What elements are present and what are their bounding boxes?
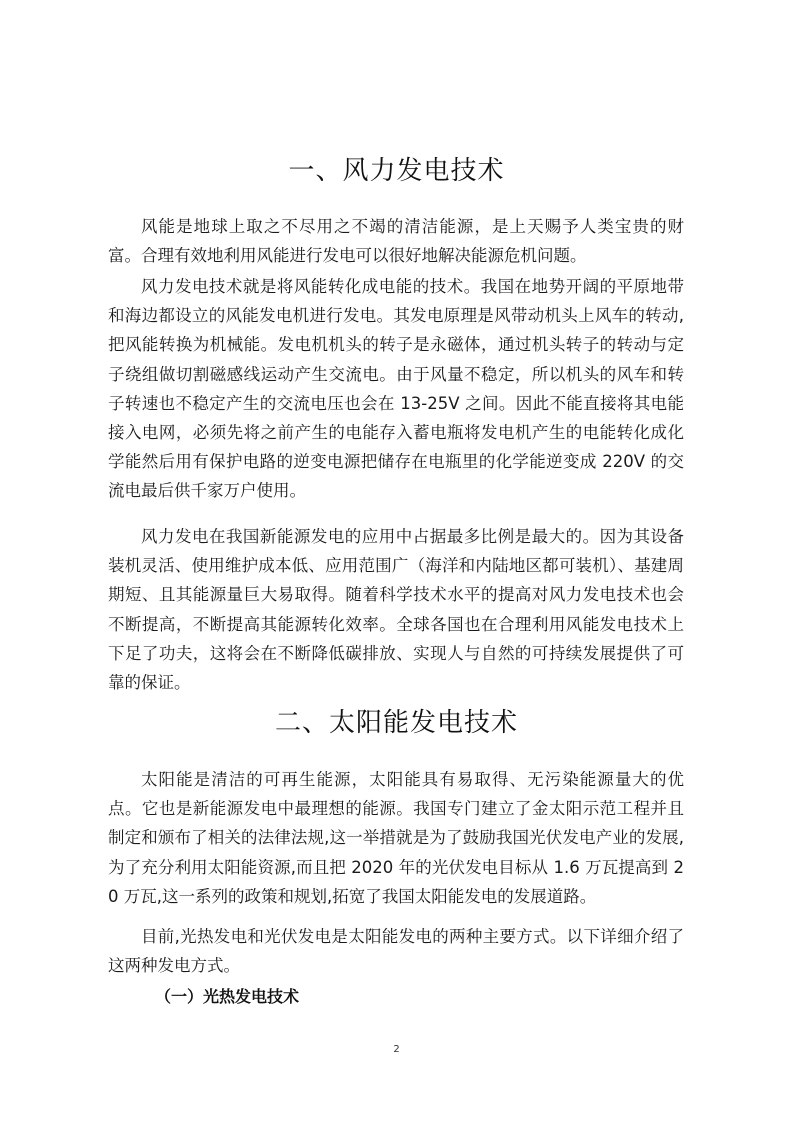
paragraph-solar-intro: 太阳能是清洁的可再生能源，太阳能具有易取得、无污染能源量大的优点。它也是新能源发电中最理想的能源。我国专门建立了金太阳示范工程并且制定和颁布了相关的法律法规,这一举措就是为了鼓励我国光伏发电产业的发展,为了充分利用太阳能资源,而且把 2020 年的光伏发电目标从 1.6 万瓦提高到 20 万瓦,这一系列的政策和规划,拓宽了我国太阳能发电的发展道路。 bbox=[108, 770, 684, 906]
paragraph-wind-advantages: 风力发电在我国新能源发电的应用中占据最多比例是最大的。因为其设备装机灵活、使用维护成本低、应用范围广（海洋和内陆地区都可装机）、基建周期短、且其能源量巨大易取得。随着科学技术水平的提高对风力发电技术也会不断提高，不断提高其能源转化效率。全球各国也在合理利用风能发电技术上下足了功夫，这将会在不断降低碳排放、实现人与自然的可持续发展提供了可靠的保证。 bbox=[108, 527, 684, 693]
paragraph-solar-methods: 目前,光热发电和光伏发电是太阳能发电的两种主要方式。以下详细介绍了这两种发电方式。 bbox=[108, 927, 684, 976]
page-number: 2 bbox=[393, 1044, 400, 1055]
section-heading-solar-power: 二、太阳能发电技术 bbox=[274, 708, 518, 738]
section-heading-wind-power: 一、风力发电技术 bbox=[288, 156, 505, 186]
paragraph-wind-technology: 风力发电技术就是将风能转化成电能的技术。我国在地势开阔的平原地带和海边都设立的风能发电机进行发电。其发电原理是风带动机头上风车的转动,把风能转换为机械能。发电机机头的转子是永磁体，通过机头转子的转动与定子绕组做切割磁感线运动产生交流电。由于风量不稳定，所以机头的风车和转子转速也不稳定产生的交流电压也会在 13-25V 之间。因此不能直接将其电能接入电网，必须先将之前产生的电能存入蓄电瓶将发电机产生的电能转化成化学能然后用有保护电路的逆变电源把储存在电瓶里的化学能逆变成 220V 的交流电最后供千家万户使用。 bbox=[108, 277, 684, 501]
subsection-heading-solar-thermal: （一）光热发电技术 bbox=[155, 987, 300, 1006]
paragraph-wind-intro: 风能是地球上取之不尽用之不竭的清洁能源，是上天赐予人类宝贵的财富。合理有效地利用风能进行发电可以很好地解决能源危机问题。 bbox=[108, 217, 684, 266]
